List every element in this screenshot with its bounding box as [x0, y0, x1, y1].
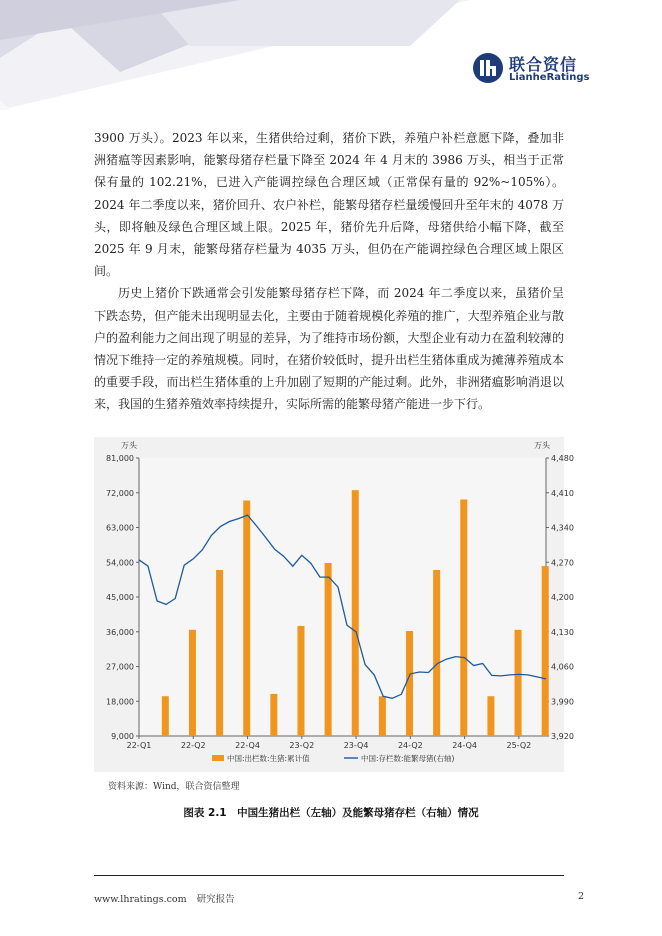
chart-figure [94, 437, 574, 772]
bar [379, 696, 386, 736]
footer-report-type: 研究报告 [196, 894, 235, 905]
left-tick-label: 27,000 [106, 662, 134, 672]
bar [487, 696, 494, 736]
left-tick-label: 9,000 [111, 732, 134, 741]
logo-text-en: LianheRatings [509, 72, 590, 83]
left-tick-label: 81,000 [106, 454, 134, 463]
x-tick-label: 23-Q2 [289, 741, 315, 750]
right-tick-label: 4,060 [551, 662, 574, 672]
footer-divider [94, 875, 564, 876]
logo-icon [472, 52, 504, 84]
left-tick-label: 72,000 [106, 488, 134, 498]
bar [270, 694, 277, 736]
x-tick-label: 25-Q2 [506, 741, 532, 750]
bar [162, 696, 169, 736]
bar [433, 570, 440, 736]
page-number: 2 [577, 891, 584, 902]
left-tick-label: 36,000 [106, 627, 134, 637]
brand-logo [472, 50, 602, 90]
bar [243, 500, 250, 736]
right-tick-label: 3,920 [551, 732, 574, 741]
bar [460, 499, 467, 736]
logo-text-cn: 联合资信 [509, 55, 578, 74]
bar [216, 570, 223, 736]
right-tick-label: 4,480 [551, 454, 574, 463]
body-text [94, 127, 564, 416]
combo-chart [94, 437, 574, 772]
right-tick-label: 4,270 [551, 558, 574, 568]
paragraph-1: 3900 万头）。2023 年以来，生猪供给过剩，猪价下跌，养殖户补栏意愿下降，叠加非洲猪瘟等因素影响，能繁母猪存栏量下降至 2024 年 4 月末的 3986 万头，相当于正常保有量的 102.21%，已进入产能调控绿色合理区域（正常保有量的 92%~105%）。2024 年二季度以来，猪价回升、农户补栏，能繁母猪存栏量缓慢回升至年末的 4078 万头，即将触及绿色合理区域上限。2025 年，猪价先升后降，母猪供给小幅下降，截至 2025 年 9 月末，能繁母猪存栏量为 4035 万头，但仍在产能调控绿色合理区域上限区间。 [94, 131, 564, 279]
right-tick-label: 3,990 [551, 697, 574, 707]
bar [352, 490, 359, 736]
left-tick-label: 45,000 [106, 593, 134, 602]
left-tick-label: 18,000 [106, 697, 134, 707]
x-tick-label: 22-Q2 [180, 741, 206, 750]
x-tick-label: 23-Q4 [343, 741, 369, 750]
source-note: 资料来源：Wind，联合资信整理 [108, 782, 240, 792]
bar [406, 631, 413, 736]
x-tick-label: 22-Q4 [235, 741, 260, 750]
footer-info [94, 891, 235, 905]
plot-area [139, 458, 546, 736]
right-tick-label: 4,130 [551, 627, 574, 637]
legend-swatch-bars [212, 755, 224, 761]
legend-label-line: 中国:存栏数:能繁母猪(右轴) [361, 754, 455, 763]
right-tick-label: 4,410 [551, 488, 574, 498]
bar [297, 626, 304, 736]
legend-label-bars: 中国:出栏数:生猪:累计值 [227, 754, 310, 763]
right-tick-label: 4,200 [551, 593, 574, 602]
paragraph-2: 历史上猪价下跌通常会引发能繁母猪存栏下降，而 2024 年二季度以来，虽猪价呈下跌态势，但产能未出现明显去化，主要由于随着规模化养殖的推广，大型养殖企业与散户的盈利能力之间出现了明显的差异，为了维持市场份额，大型企业有动力在盈利较薄的情况下维持一定的养殖规模。同时，在猪价较低时，提升出栏生猪体重成为摊薄养殖成本的重要手段，而出栏生猪体重的上升加剧了短期的产能过剩。此外，非洲猪瘟影响消退以来，我国的生猪养殖效率持续提升，实际所需的能繁母猪产能进一步下行。 [94, 286, 564, 412]
right-tick-label: 4,340 [551, 523, 574, 533]
left-axis-unit: 万头 [121, 441, 137, 450]
left-tick-label: 63,000 [106, 523, 134, 533]
bar [325, 563, 332, 736]
right-axis-unit: 万头 [534, 441, 550, 450]
bar [189, 630, 196, 736]
bar [542, 566, 549, 736]
x-tick-label: 24-Q2 [397, 741, 423, 750]
left-tick-label: 54,000 [106, 558, 134, 568]
header-decoration [0, 0, 470, 110]
x-tick-label: 24-Q4 [452, 741, 477, 750]
x-tick-label: 22-Q1 [126, 741, 152, 750]
figure-caption: 图表 2.1 中国生猪出栏（左轴）及能繁母猪存栏（右轴）情况 [183, 807, 479, 819]
bar [515, 630, 522, 736]
footer-url[interactable]: www.lhratings.com [94, 894, 187, 905]
